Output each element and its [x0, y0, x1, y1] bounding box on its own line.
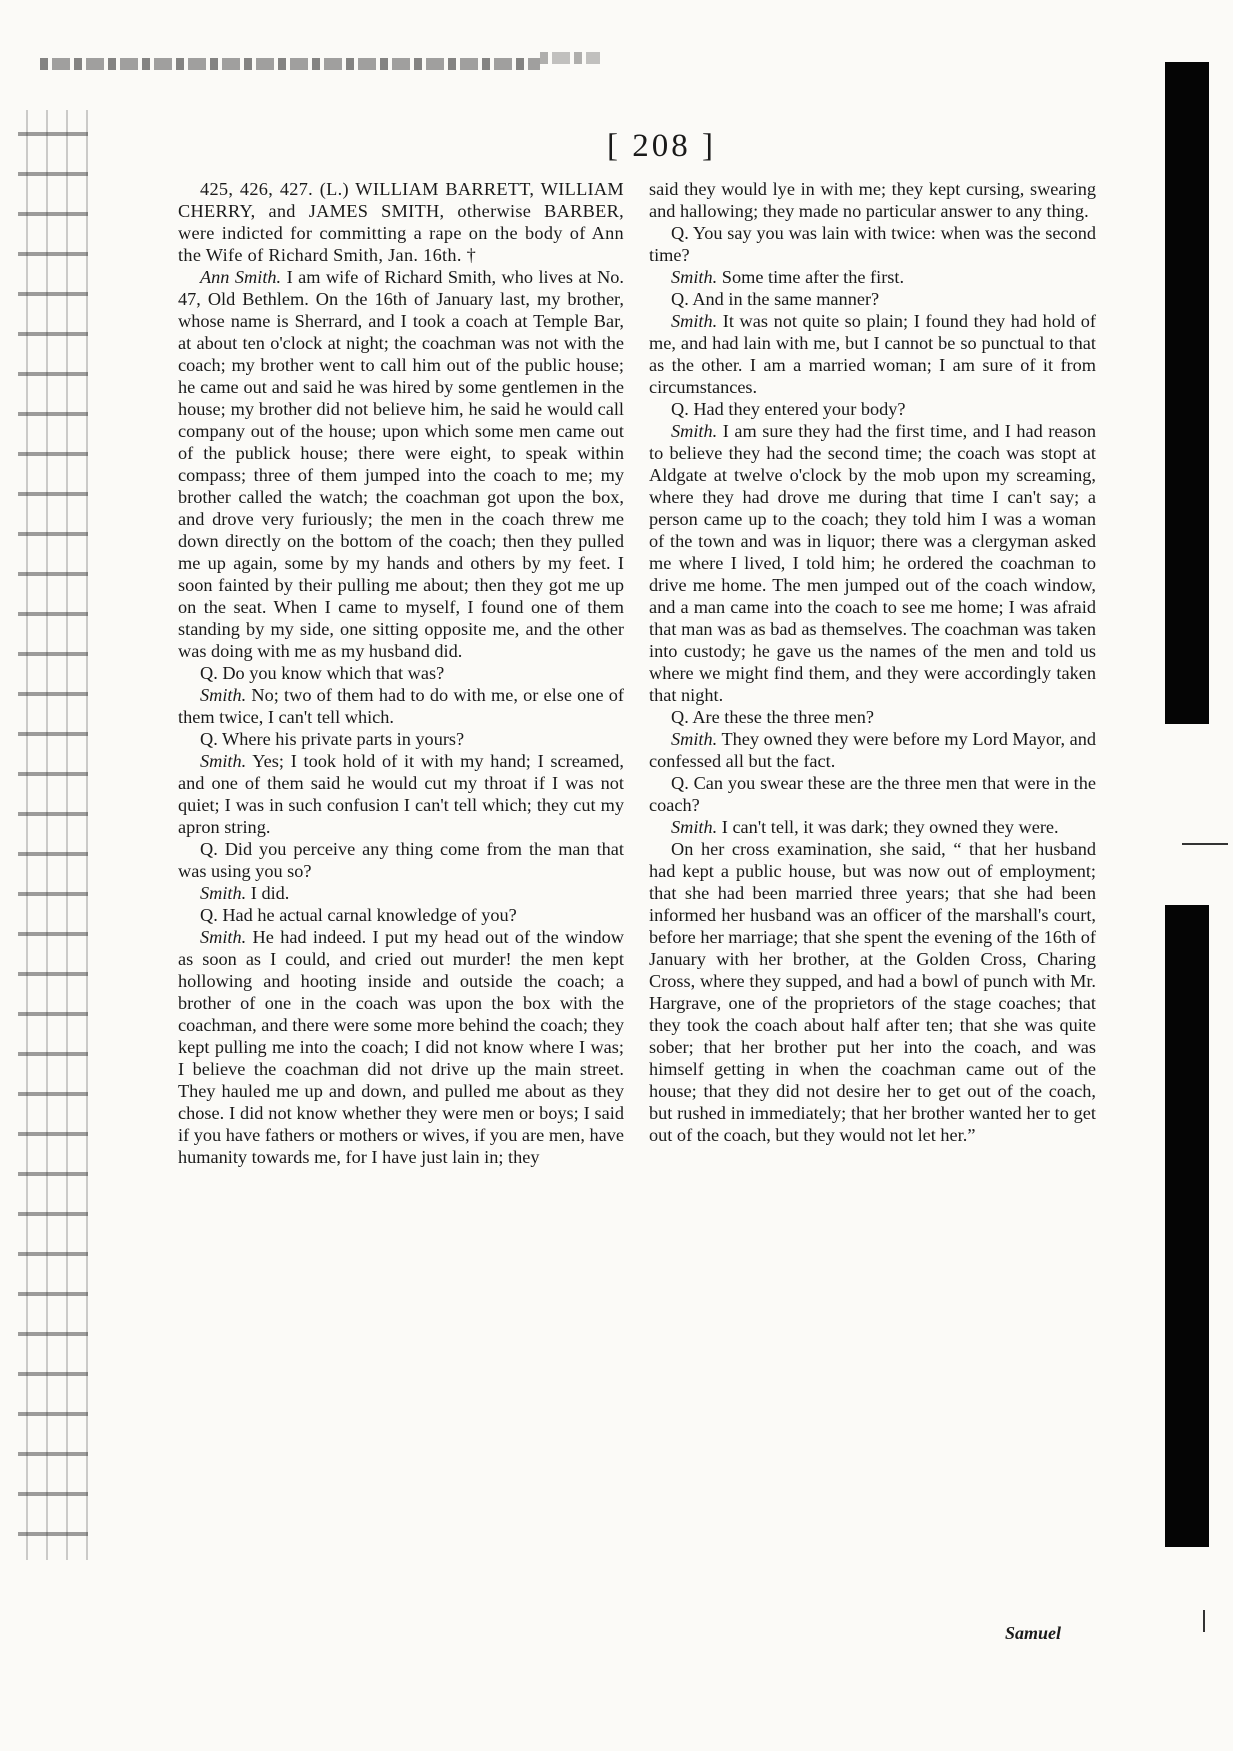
testimony-paragraph [178, 266, 624, 662]
question-paragraph: Q. Had they entered your body? [671, 399, 906, 419]
question-paragraph: Q. Are these the three men? [671, 707, 875, 727]
left-column [178, 178, 624, 1168]
testimony-text: I am wife of Richard Smith, who lives at No. 47, Old Bethlem. On the 16th of January last, my brother, whose name is Sherrard, and I took a coach at Temple Bar, at about ten o'clock at night; the coachman was not with the coach; my brother went to call him out of the public house; he came out and said he was hired by some gentlemen in the house; my brother did not believe him, he said he would call company out of the house; upon which some men came out of the publick house; there were eight, to speak within compass; three of them jumped into the coach to me; my brother called the watch; the coachman got upon the box, and drove very furiously; the men in the coach threw me down directly on the bottom of the coach; then they pulled me up again, some by my hands and others by my feet. I soon fainted by their pulling me about; then they got me up on the seat. When I came to myself, I found one of them standing by my side, one sitting opposite me, and the other was doing with me as my husband did. [178, 267, 624, 661]
testimony-paragraph [649, 728, 1096, 772]
testimony-text: It was not quite so plain; I found they had hold of me, and had lain with me, but I cannot be so punctual to that as the other. I am a married woman; I am sure of it from circumstances. [649, 311, 1096, 397]
testimony-text: I can't tell, it was dark; they owned they were. [717, 817, 1059, 837]
catchword: Samuel [1005, 1623, 1062, 1643]
testimony-paragraph [649, 816, 1096, 838]
testimony-text: He had indeed. I put my head out of the window as soon as I could, and cried out murder! the men kept hollowing and hooting inside and outside the coach; a brother of one in the coach was upon the box with the coachman, and there were some more behind the coach; they kept pulling me into the coach; I did not know where I was; I believe the coachman did not drive up the main street. They hauled me up and down, and pulled me about as they chose. I did not know whether they were men or boys; I said if you have fathers or mothers or wives, if you are men, have humanity towards me, for I have just lain in; they [178, 927, 624, 1167]
scan-edge-mark [1182, 843, 1228, 845]
speaker-name: Smith. [671, 311, 718, 331]
question-paragraph: Q. Did you perceive any thing come from the man that was using you so? [178, 839, 624, 881]
speaker-name: Smith. [200, 685, 247, 705]
question-paragraph: Q. You say you was lain with twice: when was the second time? [649, 223, 1096, 265]
question-paragraph: Q. Had he actual carnal knowledge of you? [200, 905, 517, 925]
testimony-paragraph [178, 882, 624, 904]
speaker-name: Smith. [200, 751, 247, 771]
scan-top-noise [40, 58, 540, 70]
testimony-text: No; two of them had to do with me, or else one of them twice, I can't tell which. [178, 685, 624, 727]
question-paragraph: Q. Where his private parts in yours? [200, 729, 465, 749]
scan-left-margin-noise [18, 110, 88, 1560]
testimony-text: They owned they were before my Lord Mayor, and confessed all but the fact. [649, 729, 1096, 771]
speaker-name: Smith. [200, 927, 247, 947]
speaker-name: Smith. [671, 817, 718, 837]
question-paragraph: Q. Do you know which that was? [200, 663, 445, 683]
question-paragraph: Q. And in the same manner? [671, 289, 880, 309]
testimony-paragraph [649, 266, 1096, 288]
scan-top-noise [540, 52, 600, 64]
testimony-paragraph [649, 310, 1096, 398]
testimony-text: Some time after the first. [717, 267, 905, 287]
speaker-name: Smith. [671, 421, 718, 441]
right-column [649, 178, 1096, 1146]
speaker-name: Smith. [200, 883, 247, 903]
continued-paragraph: said they would lye in with me; they kept cursing, swearing and hallowing; they made no particular answer to any thing. [649, 179, 1096, 221]
testimony-text: Yes; I took hold of it with my hand; I screamed, and one of them said he would cut my throat if I was not quiet; I was in such confusion I can't tell which; they cut my apron string. [178, 751, 624, 837]
testimony-paragraph [649, 420, 1096, 706]
testimony-paragraph [178, 750, 624, 838]
testimony-text: I did. [246, 883, 290, 903]
page-number: [ 208 ] [607, 128, 716, 164]
question-paragraph: Q. Can you swear these are the three men that were in the coach? [649, 773, 1096, 815]
scan-edge-mark [1203, 1610, 1205, 1632]
testimony-text: I am sure they had the first time, and I had reason to believe they had the second time; the coach was stopt at Aldgate at twelve o'clock by the mob upon my screaming, where they had drove me during that time I can't say; a person came up to the coach; they told him I was a woman of the town and was in liquor; there was a clergyman asked me where I lived, I told him; he ordered the coachman to drive me home. The men jumped out of the coach window, and a man came into the coach to see me home; I was afraid that man was as bad as themselves. The coachman was taken into custody; he gave us the names of the men and told us where we might find them, and they were accordingly taken that night. [649, 421, 1096, 705]
narrative-paragraph: On her cross examination, she said, “ that her husband had kept a public house, but was now out of employment; that she had been married three years; that she had been informed her husband was an officer of the marshall's court, before her marriage; that she spent the evening of the 16th of January with her brother, at the Golden Cross, Charing Cross, where they supped, and had a bowl of punch with Mr. Hargrave, one of the proprietors of the stage coaches; that they took the coach about half after ten; that she was quite sober; that her brother put her into the coach, and was himself getting in when the coachman came out of the house; that they did not desire her to get out of the coach, but rushed in immediately; that her brother wanted her to get out of the coach, but they would not let her.” [649, 839, 1096, 1145]
scan-edge-bar [1165, 905, 1209, 1547]
speaker-name: Ann Smith. [200, 267, 282, 287]
testimony-paragraph [178, 684, 624, 728]
speaker-name: Smith. [671, 267, 718, 287]
speaker-name: Smith. [671, 729, 718, 749]
testimony-paragraph [178, 926, 624, 1168]
case-heading: 425, 426, 427. (L.) WILLIAM BARRETT, WILLIAM CHERRY, and JAMES SMITH, otherwise BARBER, were indicted for committing a rape on the body of Ann the Wife of Richard Smith, Jan. 16th. † [178, 179, 624, 265]
